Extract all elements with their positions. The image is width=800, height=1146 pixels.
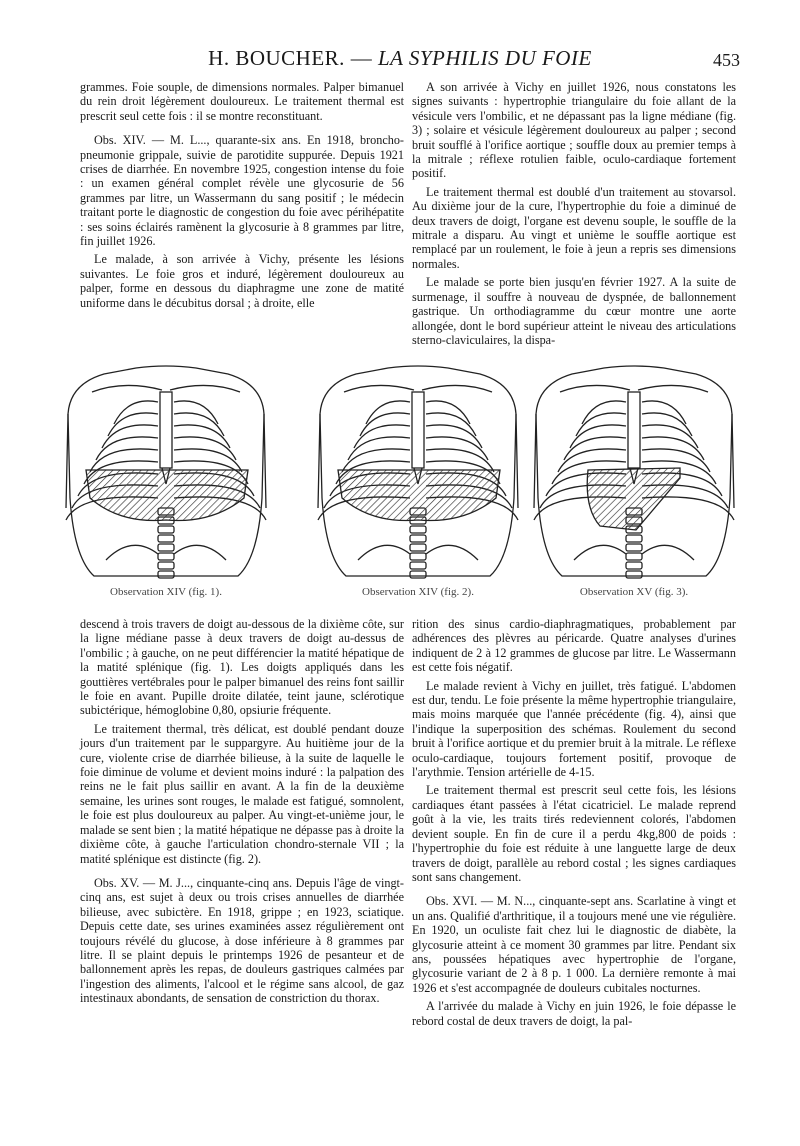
torso-diagram-2 [314, 358, 522, 580]
paragraph: grammes. Foie souple, de dimensions normales. Palper bimanuel du rein droit légèrement douloureux. Le traitement thermal est prescrit seul cette fois : il se montre reconstituant. [80, 80, 404, 123]
running-title [60, 46, 740, 71]
header-author: H. BOUCHER. [208, 46, 345, 70]
paragraph: A l'arrivée du malade à Vichy en juin 1926, le foie dépasse le rebord costal de deux travers de doigt, la pal- [412, 999, 736, 1028]
paragraph: Le traitement thermal, très délicat, est doublé pendant douze jours d'un traitement par le suppargyre. Au huitième jour de la cure, violente crise de diarrhée bilieuse, à la suite de laquelle le foie diminue de volume et devient moins induré : la palpation des reins ne le fait plus saillir en avant. A la fin de la deuxième semaine, les urines sont rouges, le malade est fatigué, somnolent, le foie est plus douloureux au palper. Au vingt-et-unième jour, le malade se sent bien ; la matité hépatique ne dépasse pas à droite la dixième côte, à gauche l'articulation chondro-sternale VII ; la matité splénique est distincte (fig. 2). [80, 721, 404, 866]
paragraph-obs-xvi: Obs. XVI. — M. N..., cinquante-sept ans. Scarlatine à vingt et un ans. Qualifié d'arthritique, il a toujours mené une vie régulière. En 1920, un oculiste fait chez lui le diagnostic de diabète, la glycosurie atteint à ce moment 30 grammes par litre. Pendant six ans, poussées hépatiques avec hypertrophie de l'organe, glycosurie variant de 2 à 8 p. 1 000. La dernière remonte à mai 1926 et s'est accompagnée de douleurs cubitales nocturnes. [412, 894, 736, 995]
paragraph: Le malade, à son arrivée à Vichy, présente les lésions suivantes. Le foie gros et induré, légèrement douloureux au palper, forme en dessous du diaphragme une zone de matité uniforme dans le décubitus dorsal ; à droite, elle [80, 252, 404, 310]
header-title: LA SYPHILIS DU FOIE [377, 46, 592, 70]
paragraph: Le traitement thermal est doublé d'un traitement au stovarsol. Au dixième jour de la cure, l'hypertrophie du foie a diminué de deux travers de doigt, l'organe est devenu souple, le souffle de la mitrale a disparu. Au vingt et unième le souffle aortique est remplacé par un roulement, le foie à jeun a repris ses dimensions normales. [412, 184, 736, 271]
liver-zone [338, 470, 500, 521]
figure-3-caption: Observation XV (fig. 3). [579, 586, 689, 598]
paragraph: Le malade se porte bien jusqu'en février 1927. A la suite de surmenage, il souffre à nouveau de dyspnée, de ballonnement gastrique. Un orthodiagramme du cœur montre une aorte allongée, dont le bord supérieur atteint le niveau des articulations sterno-claviculaires, la dispa- [412, 275, 736, 347]
header-separator: — [350, 46, 373, 70]
figure-2-caption: Observation XIV (fig. 2). [362, 586, 474, 598]
paragraph: A son arrivée à Vichy en juillet 1926, nous constatons les signes suivants : hypertrophie triangulaire du foie allant de la vésicule vers l'ombilic, et ne dépassant pas la ligne médiane (fig. 3) ; solaire et vésicule légèrement douloureux au palper ; second bruit soufflé à l'orifice aortique ; souffle doux au premier temps à la mitrale ; réflexe rotulien faible, oculo-cardiaque fortement positif. [412, 80, 736, 181]
paragraph-obs-xiv: Obs. XIV. — M. L..., quarante-six ans. En 1918, broncho-pneumonie grippale, suivie de parotidite suppurée. Depuis 1921 crises de diarrhée. En novembre 1925, congestion intense du foie : un examen général complet révèle une glycosurie de 56 grammes par litre, un Wassermann du sang positif ; le médecin traitant porte le diagnostic de congestion du foie avec périhépatite : ses soins éclairés ramènent la glycosurie à 8 grammes par litre, fin juillet 1926. [80, 133, 404, 249]
paragraph-obs-xv: Obs. XV. — M. J..., cinquante-cinq ans. Depuis l'âge de vingt-cinq ans, est sujet à deux ou trois crises annuelles de diarrhée bilieuse, avec subictère. En 1918, grippe ; en 1923, sciatique. Depuis cette date, ses urines examinées assez régulièrement ont toujours révélé du glucose, à dose inférieure à 8 grammes par litre. Il se plaint depuis le printemps 1926 de pesanteur et de ballonnement après les repas, de douleurs gastriques calmées par l'ingestion des aliments, l'alcool et le régime sans alcool, de gaz intestinaux abondants, de sensation de constriction du thorax. [80, 875, 404, 1006]
right-column-bottom [412, 617, 736, 1032]
left-column-bottom [80, 617, 404, 1010]
right-column-top [412, 80, 736, 351]
left-column-top [80, 80, 404, 314]
figure-3 [530, 358, 738, 606]
figure-1 [62, 358, 270, 606]
running-header [60, 40, 740, 74]
paragraph: Le malade revient à Vichy en juillet, très fatigué. L'abdomen est dur, tendu. Le foie présente la même hypertrophie triangulaire, mais moins marquée que l'année précédente (fig. 4), ainsi que l'indique la superposition des schémas. Roulement du second bruit à l'orifice aortique et du premier bruit à la mitrale. Le réflexe oculo-cardiaque, toujours fortement positif, provoque de l'arythmie. Tension artérielle de 4-15. [412, 678, 736, 780]
figure-1-caption: Observation XIV (fig. 1). [110, 586, 222, 598]
torso-diagram-3 [530, 358, 738, 580]
liver-zone [86, 470, 248, 521]
torso-diagram-1 [62, 358, 270, 580]
figure-row [60, 358, 750, 608]
figure-2 [314, 358, 522, 606]
paragraph: Le traitement thermal est prescrit seul cette fois, les lésions cardiaques étant passées à l'état cicatriciel. Le malade reprend goût à la vie, les traits tirés redeviennent colorés, l'abdomen devient souple. En fin de cure il a perdu 4kg,800 de poids : l'hypertrophie du foie est réduite à une languette large de deux travers de doigt, parallèle au rebord costal ; les signes cardiaques sont sans changement. [412, 783, 736, 884]
liver-zone [587, 468, 680, 530]
paragraph: descend à trois travers de doigt au-dessous de la dixième côte, sur la ligne médiane passe à deux travers de doigt au-dessus de l'ombilic ; à gauche, on ne peut différencier la matité hépatique de la matité splénique (fig. 1). Les doigts appliqués dans les gouttières vertébrales pour le palper bimanuel des reins font saillir le foie en avant. Pupille droite dilatée, teint jaune, sclérotique subictérique, hémoglobine 0,80, opsiurie fréquente. [80, 617, 404, 718]
page-number: 453 [713, 50, 740, 70]
paragraph: rition des sinus cardio-diaphragmatiques, probablement par adhérences des plèvres au péricarde. Quatre analyses d'urines indiquent de 2 à 12 grammes de glucose par litre. Le Wassermann est cette fois négatif. [412, 617, 736, 675]
